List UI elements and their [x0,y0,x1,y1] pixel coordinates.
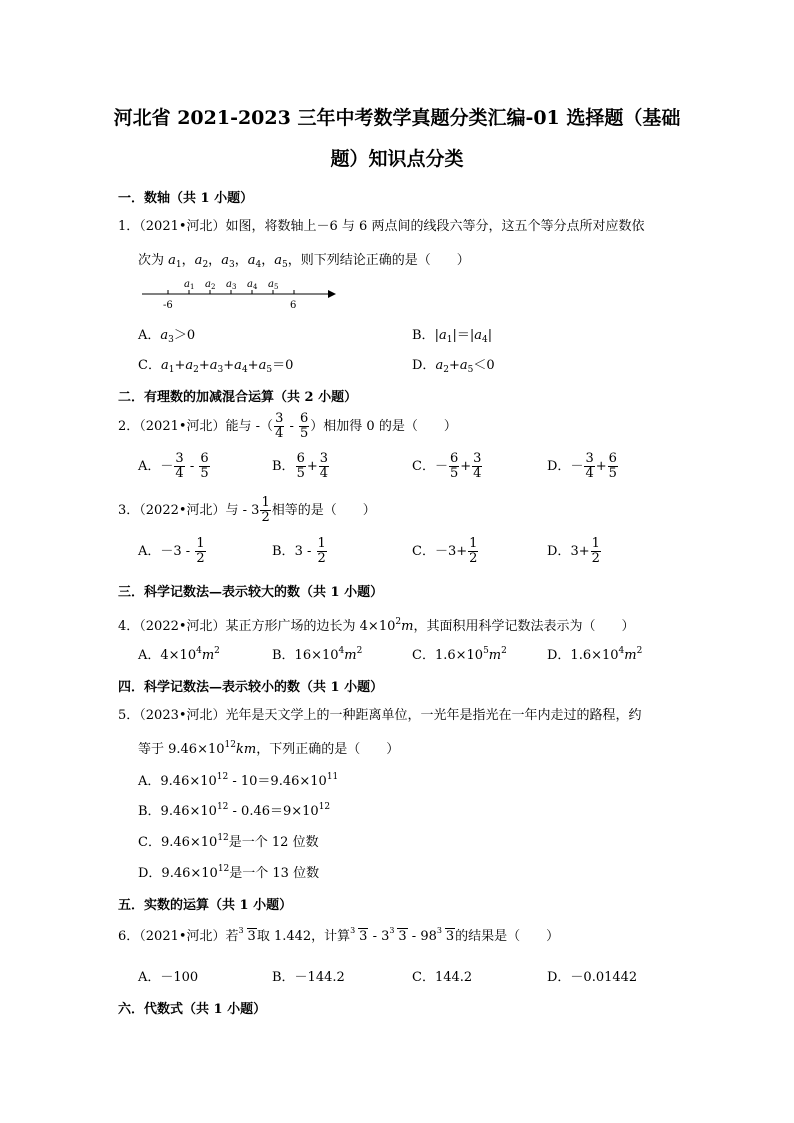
number-line-point-label: $a_4$ [247,279,258,291]
question-5-option-c: C．$9.46\times 10^{12}$是一个 12 位数 [138,833,319,850]
axis-min-label: -6 [163,300,173,311]
section-heading-1: 一．数轴（共 1 小题） [118,191,254,206]
question-5-line1: 5．（2023•河北）光年是天文学上的一种距离单位，一光年是指光在一年内走过的路程，约 [118,708,642,723]
section-heading-2: 二．有理数的加减混合运算（共 2 小题） [118,390,358,405]
question-2: 2．（2021•河北）能与 -（ $\frac{3}{4}$ - $\frac{6}{5}$ ）相加得 0 的是（ ） [118,411,457,441]
question-6-option-d: D．－0.01442 [547,970,638,985]
page-title-line2: 题）知识点分类 [330,148,464,170]
question-2-option-d: D．－ $\frac{3}{4}$ + $\frac{6}{5}$ [547,451,617,481]
question-5-option-d: D．$9.46\times 10^{12}$是一个 13 位数 [138,864,320,881]
question-4-option-b: B．$16\times 10^4m^2$ [272,646,363,663]
number-line-point-label: $a_1$ [184,279,195,291]
axis-max-label: 6 [290,300,297,311]
question-4-option-a: A．$4\times 10^4m^2$ [138,646,220,663]
number-line-figure [138,274,338,314]
question-1-option-b: B．$|a_1|=|a_4|$ [412,328,493,345]
question-3-option-c: C．－3+ $\frac{1}{2}$ [412,536,478,566]
question-1-line1: 1．（2021•河北）如图，将数轴上－6 与 6 两点间的线段六等分，这五个等分点所对应数依 [118,219,645,234]
question-3-option-a: A．－3 - $\frac{1}{2}$ [138,536,205,566]
question-3: 3．（2022•河北）与 - 3 $\frac{1}{2}$ 相等的是（ ） [118,495,376,525]
question-1-option-a: A．$a_3>0$ [138,328,196,345]
question-6-option-b: B．－144.2 [272,970,345,985]
question-1-line2: 次为 $a_1$，$a_2$，$a_3$，$a_4$，$a_5$，则下列结论正确的是（ ） [138,253,470,270]
section-heading-5: 五．实数的运算（共 1 小题） [118,898,293,913]
question-2-option-b: B． $\frac{6}{5}$ + $\frac{3}{4}$ [272,451,329,481]
question-2-option-c: C．－ $\frac{6}{5}$ + $\frac{3}{4}$ [412,451,482,481]
number-line-point-label: $a_3$ [226,279,237,291]
question-5-option-b: B．$9.46\times 10^{12} - 0.46=9\times 10^{12}$ [138,802,331,819]
question-4-option-c: C．$1.6\times 10^5m^2$ [412,646,507,663]
question-3-option-d: D．3+ $\frac{1}{2}$ [547,536,600,566]
question-6-option-a: A．－100 [138,970,199,985]
section-heading-4: 四．科学记数法—表示较小的数（共 1 小题） [118,680,384,695]
question-1-option-c: C．$a_1+a_2+a_3+a_4+a_5=0$ [138,358,294,375]
question-6: 6．（2021•河北）若 3 3取 1.442，计算 3 3 - 3 3 3 - 98 3 3的结果是（ ） [118,926,560,944]
question-4: 4．（2022•河北）某正方形广场的边长为 $4\times 10^2m$，其面积用科学记数法表示为（ ） [118,617,635,634]
section-heading-3: 三．科学记数法—表示较大的数（共 1 小题） [118,585,384,600]
number-line-point-label: $a_5$ [268,279,279,291]
number-line-point-label: $a_2$ [205,279,216,291]
question-3-option-b: B．3 - $\frac{1}{2}$ [272,536,326,566]
question-2-option-a: A．－ $\frac{3}{4}$ - $\frac{6}{5}$ [138,451,209,481]
page-title-line1: 河北省 2021-2023 三年中考数学真题分类汇编-01 选择题（基础 [113,107,681,129]
question-4-option-d: D．$1.6\times 10^4m^2$ [547,646,643,663]
question-6-option-c: C．144.2 [412,970,473,985]
question-1-option-d: D．$a_2+a_5<0$ [412,358,495,375]
question-5-line2: 等于 $9.46\times 10^{12}km$，下列正确的是（ ） [138,740,400,757]
section-heading-6: 六．代数式（共 1 小题） [118,1002,267,1017]
question-5-option-a: A．$9.46\times 10^{12} - 10=9.46\times 10^{11}$ [138,772,339,789]
